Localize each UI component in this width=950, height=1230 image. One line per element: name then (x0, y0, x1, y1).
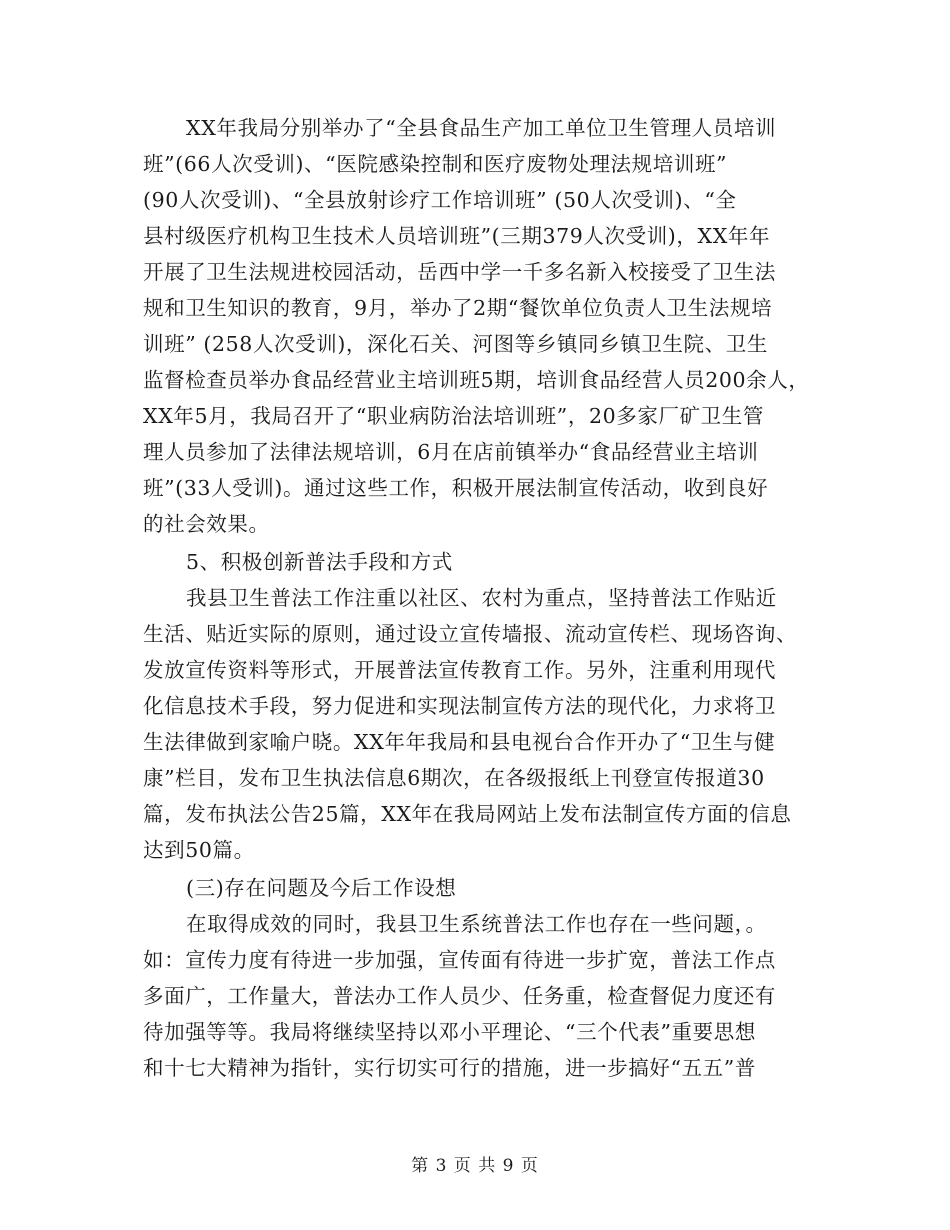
paragraph-line: 班”(66人次受训)、“医院感染控制和医疗废物处理法规培训班” (143, 152, 728, 176)
paragraph-line: 县村级医疗机构卫生技术人员培训班”(三期379人次受训)，XX年年 (143, 224, 771, 248)
paragraph-line: 多面广，工作量大，普法办工作人员少、任务重，检查督促力度还有 (143, 984, 776, 1008)
paragraph-line: 康”栏目，发布卫生执法信息6期次，在各级报纸上刊登宣传报道30 (143, 766, 765, 790)
paragraph-line: 和十七大精神为指针，实行切实可行的措施，进一步搞好“五五”普 (143, 1056, 756, 1080)
paragraph-line: 训班” (258人次受训)，深化石关、河图等乡镇同乡镇卫生院、卫生 (143, 332, 768, 356)
paragraph-line: XX年我局分别举办了“全县食品生产加工单位卫生管理人员培训 (186, 116, 777, 140)
paragraph-line: 的社会效果。 (143, 512, 270, 536)
paragraph-line: (90人次受训)、“全县放射诊疗工作培训班” (50人次受训)、“全 (143, 188, 737, 212)
paragraph-line: 达到50篇。 (143, 838, 255, 862)
paragraph-line: 待加强等等。我局将继续坚持以邓小平理论、“三个代表”重要思想 (143, 1020, 756, 1044)
paragraph-line: 规和卫生知识的教育，9月，举办了2期“餐饮单位负责人卫生法规培 (143, 296, 773, 320)
paragraph-line: 开展了卫生法规进校园活动，岳西中学一千多名新入校接受了卫生法 (143, 260, 776, 284)
paragraph-line: XX年5月，我局召开了“职业病防治法培训班”，20多家厂矿卫生管 (143, 404, 764, 428)
section-heading: (三)存在问题及今后工作设想 (186, 876, 457, 900)
section-heading: 5、积极创新普法手段和方式 (186, 550, 453, 574)
paragraph-line: 篇，发布执法公告25篇，XX年在我局网站上发布法制宣传方面的信息 (143, 802, 792, 826)
paragraph-line: 化信息技术手段，努力促进和实现法制宣传方法的现代化，力求将卫 (143, 694, 776, 718)
paragraph-line: 我县卫生普法工作注重以社区、农村为重点，坚持普法工作贴近 (186, 586, 777, 610)
paragraph-line: 生活、贴近实际的原则，通过设立宣传墙报、流动宣传栏、现场咨询、 (143, 622, 798, 646)
paragraph-line: 如：宣传力度有待进一步加强，宣传面有待进一步扩宽，普法工作点 (143, 948, 776, 972)
paragraph-line: 监督检查员举办食品经营业主培训班5期，培训食品经营人员200余人， (143, 368, 810, 392)
paragraph-line: 理人员参加了法律法规培训，6月在店前镇举办“食品经营业主培训 (143, 440, 759, 464)
paragraph-line: 生法律做到家喻户晓。XX年年我局和县电视台合作开办了“卫生与健 (143, 730, 776, 754)
page-footer: 第 3 页 共 9 页 (411, 1156, 539, 1176)
paragraph-line: 发放宣传资料等形式，开展普法宣传教育工作。另外，注重利用现代 (143, 658, 776, 682)
paragraph-line: 在取得成效的同时，我县卫生系统普法工作也存在一些问题，。 (186, 912, 767, 936)
paragraph-line: 班”(33人受训)。通过这些工作，积极开展法制宣传活动，收到良好 (143, 476, 769, 500)
